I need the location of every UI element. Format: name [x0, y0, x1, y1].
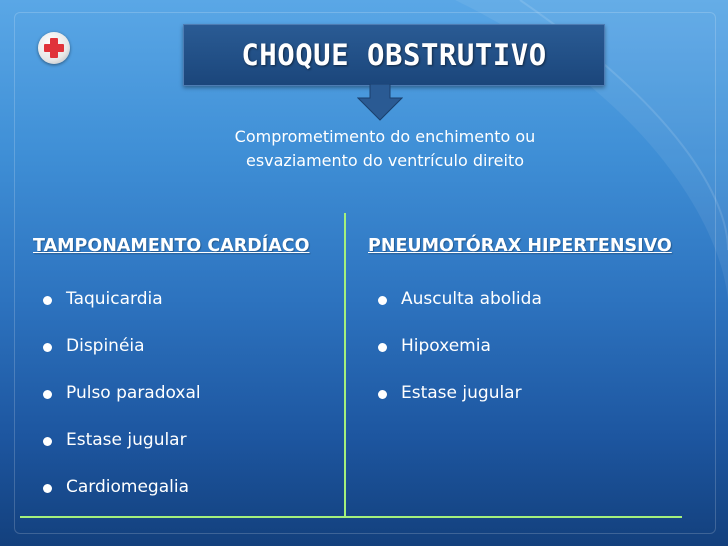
list-item: [43, 289, 201, 336]
subtitle-line: esvaziamento do ventrículo direito: [245, 151, 525, 170]
medical-cross-icon: [38, 32, 70, 64]
bullet-icon: [378, 343, 387, 352]
title-box: [183, 24, 605, 86]
list-item-label: Hipoxemia: [401, 336, 491, 356]
right-symptom-list: [378, 289, 542, 430]
left-column-heading: TAMPONAMENTO CARDÍACO: [33, 236, 310, 256]
list-item: [43, 430, 201, 477]
subtitle-line: Comprometimento do enchimento ou: [234, 127, 536, 146]
list-item-label: Cardiomegalia: [66, 477, 189, 497]
vertical-divider: [344, 213, 346, 518]
list-item-label: Ausculta abolida: [401, 289, 542, 309]
bullet-icon: [43, 390, 52, 399]
list-item-label: Pulso paradoxal: [66, 383, 201, 403]
bullet-icon: [378, 390, 387, 399]
list-item-label: Dispinéia: [66, 336, 145, 356]
list-item-label: Estase jugular: [66, 430, 187, 450]
cross-horizontal-bar: [44, 44, 64, 52]
bullet-icon: [378, 296, 387, 305]
bullet-icon: [43, 437, 52, 446]
down-arrow-icon: [357, 84, 403, 122]
subtitle: [170, 125, 600, 173]
list-item-label: Taquicardia: [66, 289, 163, 309]
bullet-icon: [43, 296, 52, 305]
list-item: [378, 383, 542, 430]
bullet-icon: [43, 484, 52, 493]
list-item: [43, 336, 201, 383]
list-item: [378, 336, 542, 383]
list-item: [43, 477, 201, 524]
list-item-label: Estase jugular: [401, 383, 522, 403]
list-item: [378, 289, 542, 336]
list-item: [43, 383, 201, 430]
slide-title: CHOQUE OBSTRUTIVO: [241, 38, 547, 72]
left-symptom-list: [43, 289, 201, 524]
bullet-icon: [43, 343, 52, 352]
right-column-heading: PNEUMOTÓRAX HIPERTENSIVO: [368, 236, 672, 256]
